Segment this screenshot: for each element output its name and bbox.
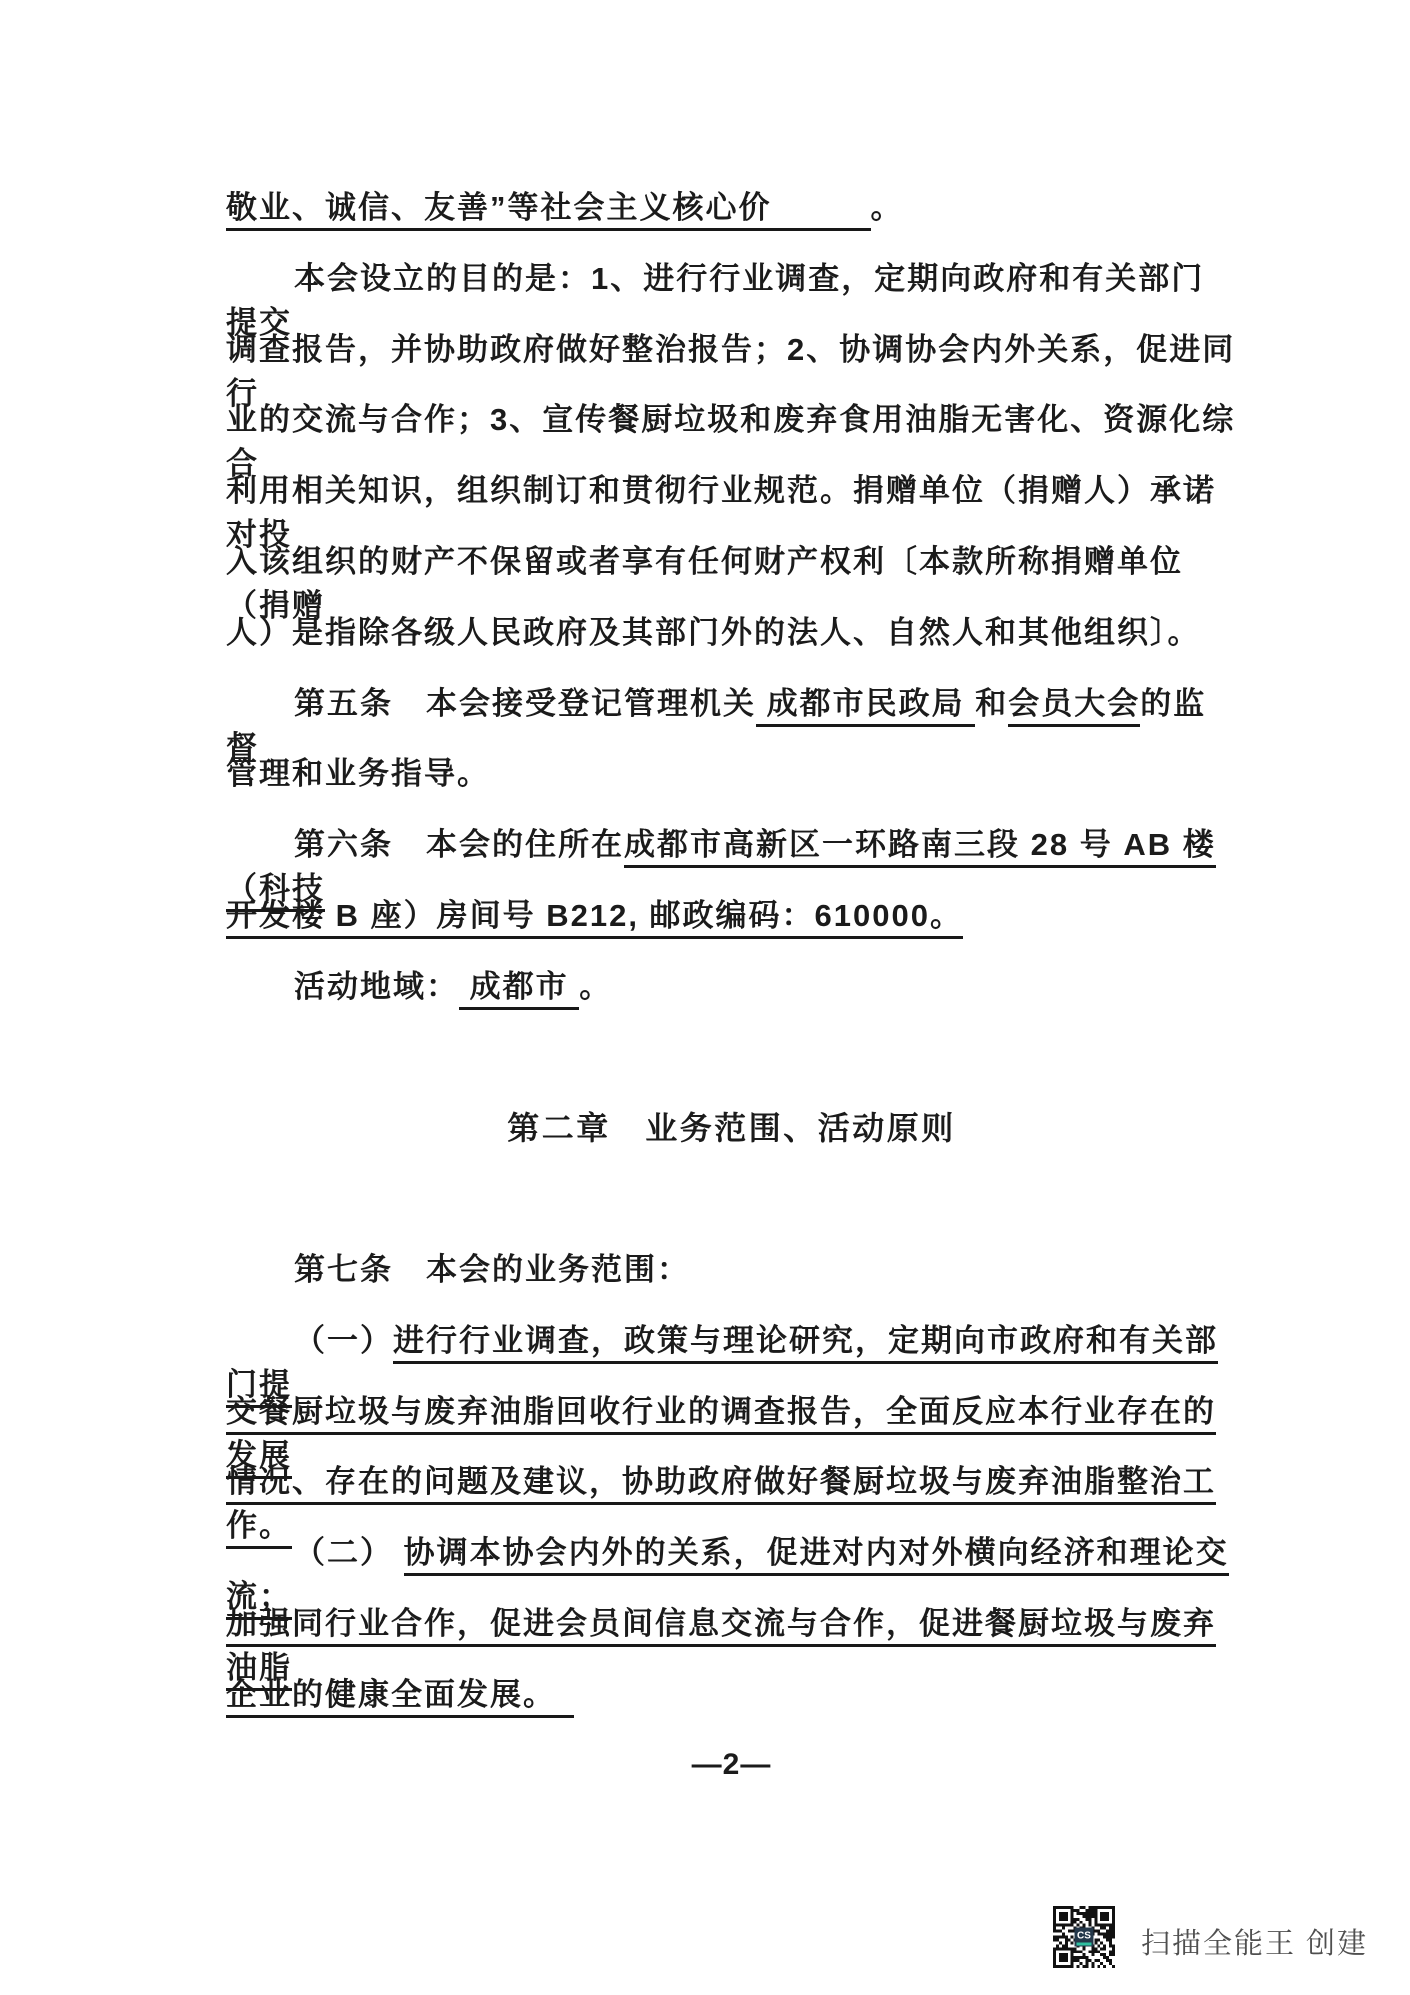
text-run: （二） <box>294 1535 393 1571</box>
document-body <box>226 186 1237 1744</box>
document-line <box>226 965 1237 1036</box>
document-line <box>226 540 1237 623</box>
document-line <box>226 1248 1237 1319</box>
camscanner-logo-icon <box>1075 1928 1094 1947</box>
document-line <box>226 1673 1237 1744</box>
underlined-text-run: 交餐厨垃圾与废弃油脂回收行业的调查报告，全面反应本行业存在的发展 <box>226 1394 1216 1479</box>
document-line <box>226 1460 1237 1544</box>
text-run: 利用相关知识，组织制订和贯彻行业规范。捐赠单位（捐赠人）承诺对投 <box>226 473 1216 553</box>
document-line <box>226 328 1237 411</box>
text-run: 本会设立的目的是：1、进行行业调查，定期向政府和有关部门提交 <box>226 260 1205 340</box>
document-line <box>226 894 1237 965</box>
chapter-heading: 第二章 业务范围、活动原则 <box>507 1110 956 1147</box>
text-run: 业的交流与合作；3、宣传餐厨垃圾和废弃食用油脂无害化、资源化综合 <box>226 402 1236 482</box>
page-number: —2— <box>691 1748 772 1781</box>
text-run: 。 <box>870 190 904 225</box>
underlined-text-run: 会员大会 <box>1008 686 1140 727</box>
underlined-text-run: 加强同行业合作，促进会员间信息交流与合作，促进餐厨垃圾与废弃油脂 <box>226 1606 1216 1691</box>
document-line <box>226 823 1237 907</box>
text-run: 管理和业务指导。 <box>226 756 490 792</box>
text-run <box>393 827 426 862</box>
text-run: 第六条 <box>294 827 393 863</box>
text-run: 活动地域： <box>294 968 459 1004</box>
text-run: 调查报告，并协助政府做好整治报告；2、协调协会内外关系，促进同行 <box>226 331 1236 411</box>
text-run: 第七条 <box>294 1251 393 1287</box>
underlined-text-run: 进行行业调查，政策与理论研究，定期向市政府和有关部门提 <box>226 1323 1218 1408</box>
text-run: 和 <box>975 685 1009 721</box>
document-line <box>226 257 1237 340</box>
underlined-text-run <box>541 1677 574 1718</box>
text-run: 。 <box>579 968 613 1004</box>
text-run: 第五条 <box>294 685 393 721</box>
document-line <box>226 398 1237 482</box>
blank-line <box>226 1177 1237 1248</box>
underlined-text-run: 成都市高新区一环路南三段 28 号 AB 楼（科技 <box>226 827 1216 912</box>
document-line <box>226 1531 1237 1615</box>
document-line <box>226 752 1237 823</box>
underlined-text-run: 成都市 <box>459 969 579 1010</box>
document-line <box>226 1390 1237 1473</box>
camscanner-watermark <box>1053 1906 1368 1968</box>
text-run: 人）是指除各级人民政府及其部门外的法人、自然人和其他组织〕。 <box>226 614 1201 650</box>
underlined-text-run: 敬业、诚信、友善”等社会主义核心价 <box>226 190 772 231</box>
document-line <box>226 1602 1237 1685</box>
qr-code-icon <box>1053 1906 1115 1968</box>
document-line <box>226 1319 1237 1402</box>
text-run <box>393 686 426 721</box>
text-run: （一） <box>294 1322 393 1358</box>
camscanner-logo-accent-bar <box>1077 1943 1092 1946</box>
document-line <box>226 186 1237 257</box>
text-run <box>393 1535 404 1570</box>
text-run: 入该组织的财产不保留或者享有任何财产权利〔本款所称捐赠单位（捐赠 <box>226 543 1183 623</box>
text-run <box>393 1252 426 1287</box>
text-run: 本会的业务范围： <box>426 1251 690 1287</box>
text-run: 本会接受登记管理机关 <box>426 685 756 721</box>
underlined-text-run: 情况、存在的问题及建议，协助政府做好餐厨垃圾与废弃油脂整治工作。 <box>226 1464 1216 1549</box>
document-line <box>226 469 1237 553</box>
underlined-text-run: 开发楼 B 座）房间号 B212, 邮政编码：610000。 <box>226 898 963 939</box>
underlined-text-run: 企业的健康全面发展。 <box>226 1677 541 1718</box>
text-run: 本会的住所在 <box>426 827 624 863</box>
document-line <box>226 682 1237 765</box>
document-line <box>226 611 1237 682</box>
camscanner-logo-label: CS <box>1077 1930 1091 1941</box>
underlined-text-run: 成都市民政局 <box>756 686 975 727</box>
text-run: 的监督 <box>226 685 1207 765</box>
camscanner-watermark-text: 扫描全能王 创建 <box>1141 1927 1369 1960</box>
underlined-text-run <box>772 190 871 231</box>
underlined-text-run: 协调本协会内外的关系，促进对内对外横向经济和理论交流； <box>226 1535 1229 1620</box>
blank-line <box>226 1036 1237 1107</box>
